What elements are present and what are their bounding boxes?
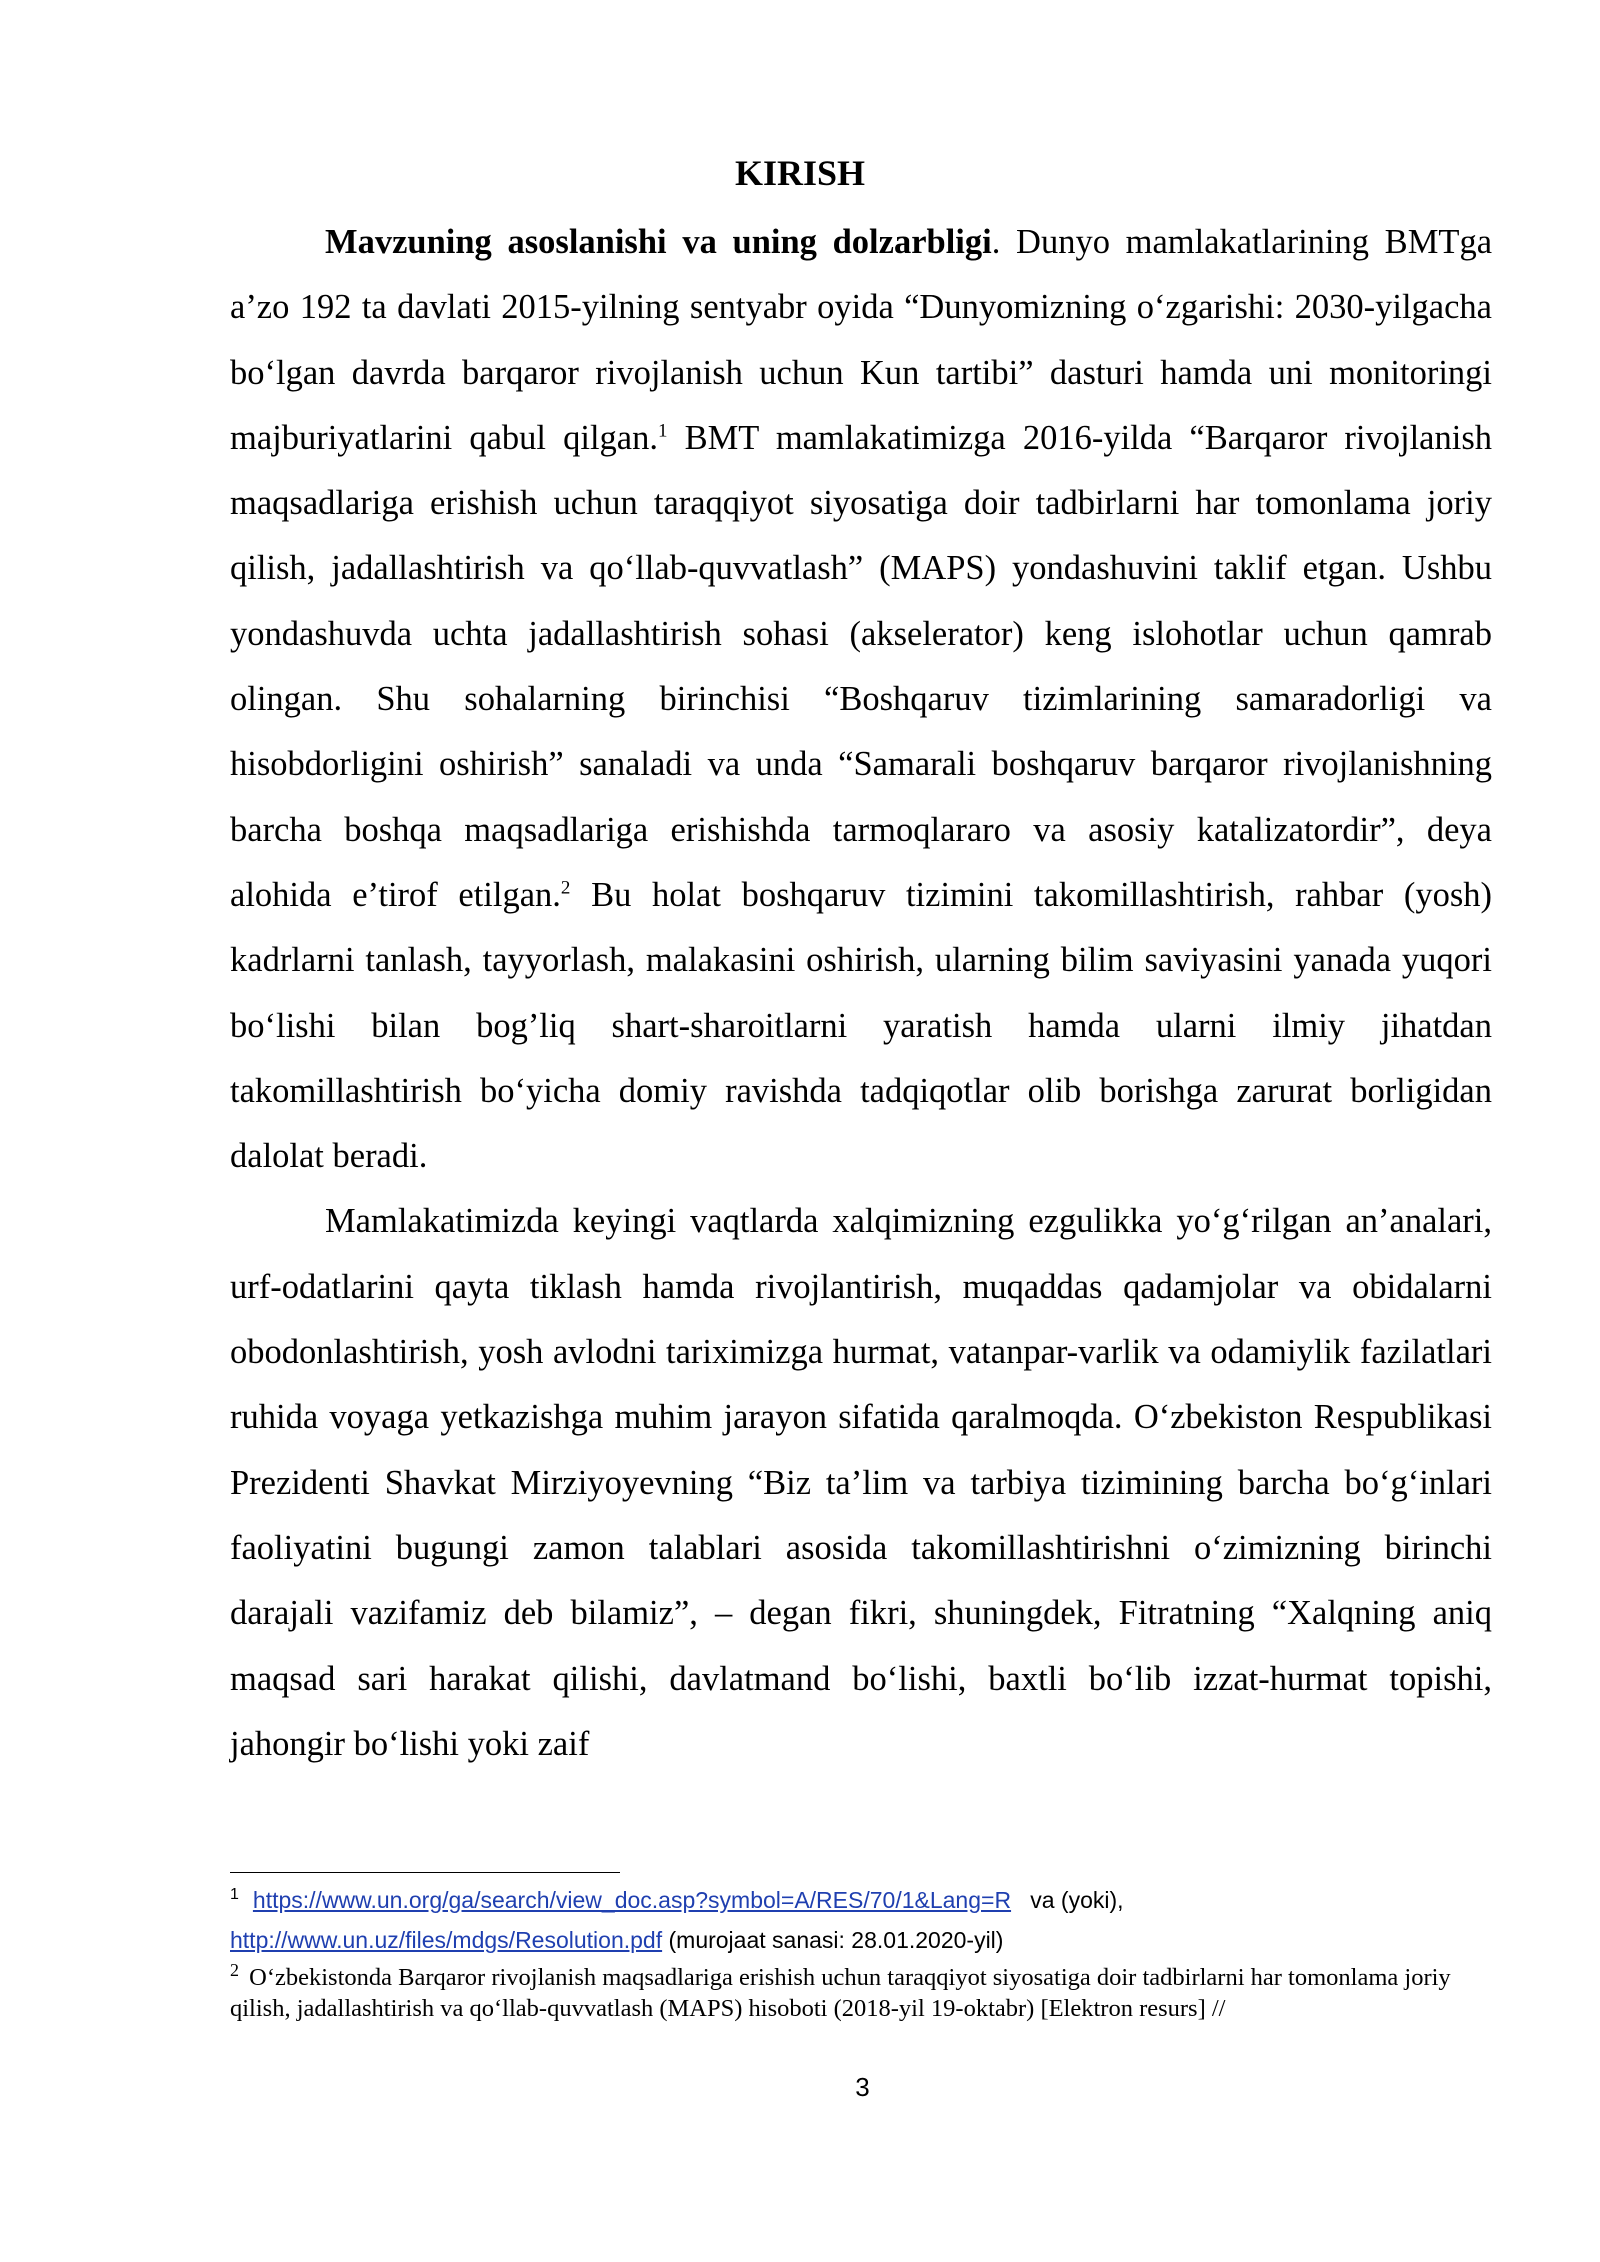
footnote-1 (230, 1880, 1492, 1960)
paragraph-text: . Dunyo mamlakatlarining BMTga a’zo 192 ta davlati 2015-yilning sentyabr oyida “Dunyomizning o‘zgarishi: 2030-yilgacha bo‘lgan davrda barqaror rivojlanish uchun Kun tartibi” dasturi hamda uni monitoringi majburiyatlarini qabul qilgan. (230, 223, 1493, 457)
paragraph-relevance (230, 210, 1492, 1189)
footnote-connector: va (yoki), (1030, 1887, 1124, 1913)
page-number: 3 (855, 2072, 870, 2102)
footnote-separator (230, 1872, 620, 1873)
footnote-2 (230, 1959, 1492, 2024)
footnote-number: 2 (230, 1959, 239, 1980)
paragraph-text: Bu holat boshqaruv tizimini takomillashtirish, rahbar (yosh) kadrlarni tanlash, tayyorlash, malakasini oshirish, ularning bilim saviyasini yanada yuqori bo‘lishi bilan bog’liq shart-sharoitlarni yaratish hamda ularni ilmiy jihatdan takomillashtirish bo‘yicha domiy ravishda tadqiqotlar olib borishga zarurat borligidan dalolat beradi. (230, 875, 1492, 1176)
footnote-reference[interactable]: 1 (657, 420, 668, 442)
footnote-link[interactable]: http://www.un.uz/files/mdgs/Resolution.pdf (230, 1927, 663, 1953)
footnote-number: 1 (230, 1886, 239, 1904)
page-title: KIRISH (734, 153, 866, 193)
body-text (230, 210, 1492, 1777)
paragraph-text: BMT mamlakatimizga 2016-yilda “Barqaror rivojlanish maqsadlariga erishish uchun taraqqiyot siyosatiga doir tadbirlarni har tomonlama joriy qilish, jadallashtirish va qo‘llab-quvvatlash” (MAPS) yondashuvini taklif etgan. Ushbu yondashuvda uchta jadallashtirish sohasi (akselerator) keng islohotlar uchun qamrab olingan. Shu sohalarning birinchisi “Boshqaruv tizimlarining samaradorligi va hisobdorligini oshirish” sanaladi va unda “Samarali boshqaruv barqaror rivojlanishning barcha boshqa maqsadlariga erishishda tarmoqlararo va asosiy katalizatordir”, deya alohida e’tirof etilgan. (230, 418, 1492, 914)
footnote-access-note: (murojaat sanasi: 28.01.2020-yil) (668, 1927, 1004, 1953)
paragraph-bold-lead: Mavzuning asoslanishi va uning dolzarbligi (325, 223, 992, 261)
footnote-reference[interactable]: 2 (560, 877, 571, 899)
footnote-text: O‘zbekistonda Barqaror rivojlanish maqsadlariga erishish uchun taraqqiyot siyosatiga doir tadbirlarni har tomonlama joriy qilish, jadallashtirish va qo‘llab-quvvatlash (MAPS) hisoboti (2018-yil 19-oktabr) [Elektron resurs] // (230, 1964, 1451, 2022)
footnote-link[interactable]: https://www.un.org/ga/search/view_doc.asp?symbol=A/RES/70/1&Lang=R (252, 1887, 1012, 1913)
paragraph-second: Mamlakatimizda keyingi vaqtlarda xalqimizning ezgulikka yo‘g‘rilgan an’analari, urf-odatlarini qayta tiklash hamda rivojlantirish, muqaddas qadamjolar va obidalarni obodonlashtirish, yosh avlodni tariximizga hurmat, vatanpar-varlik va odamiylik fazilatlari ruhida voyaga yetkazishga muhim jarayon sifatida qaralmoqda. O‘zbekiston Respublikasi Prezidenti Shavkat Mirziyoyevning “Biz ta’lim va tarbiya tizimining barcha bo‘g‘inlari faoliyatini bugungi zamon talablari asosida takomillashtirishni o‘zimizning birinchi darajali vazifamiz deb bilamiz”, – degan fikri, shuningdek, Fitratning “Xalqning aniq maqsad sari harakat qilishi, davlatmand bo‘lishi, baxtli bo‘lib izzat-hurmat topishi, jahongir bo‘lishi yoki zaif (230, 1202, 1492, 1763)
